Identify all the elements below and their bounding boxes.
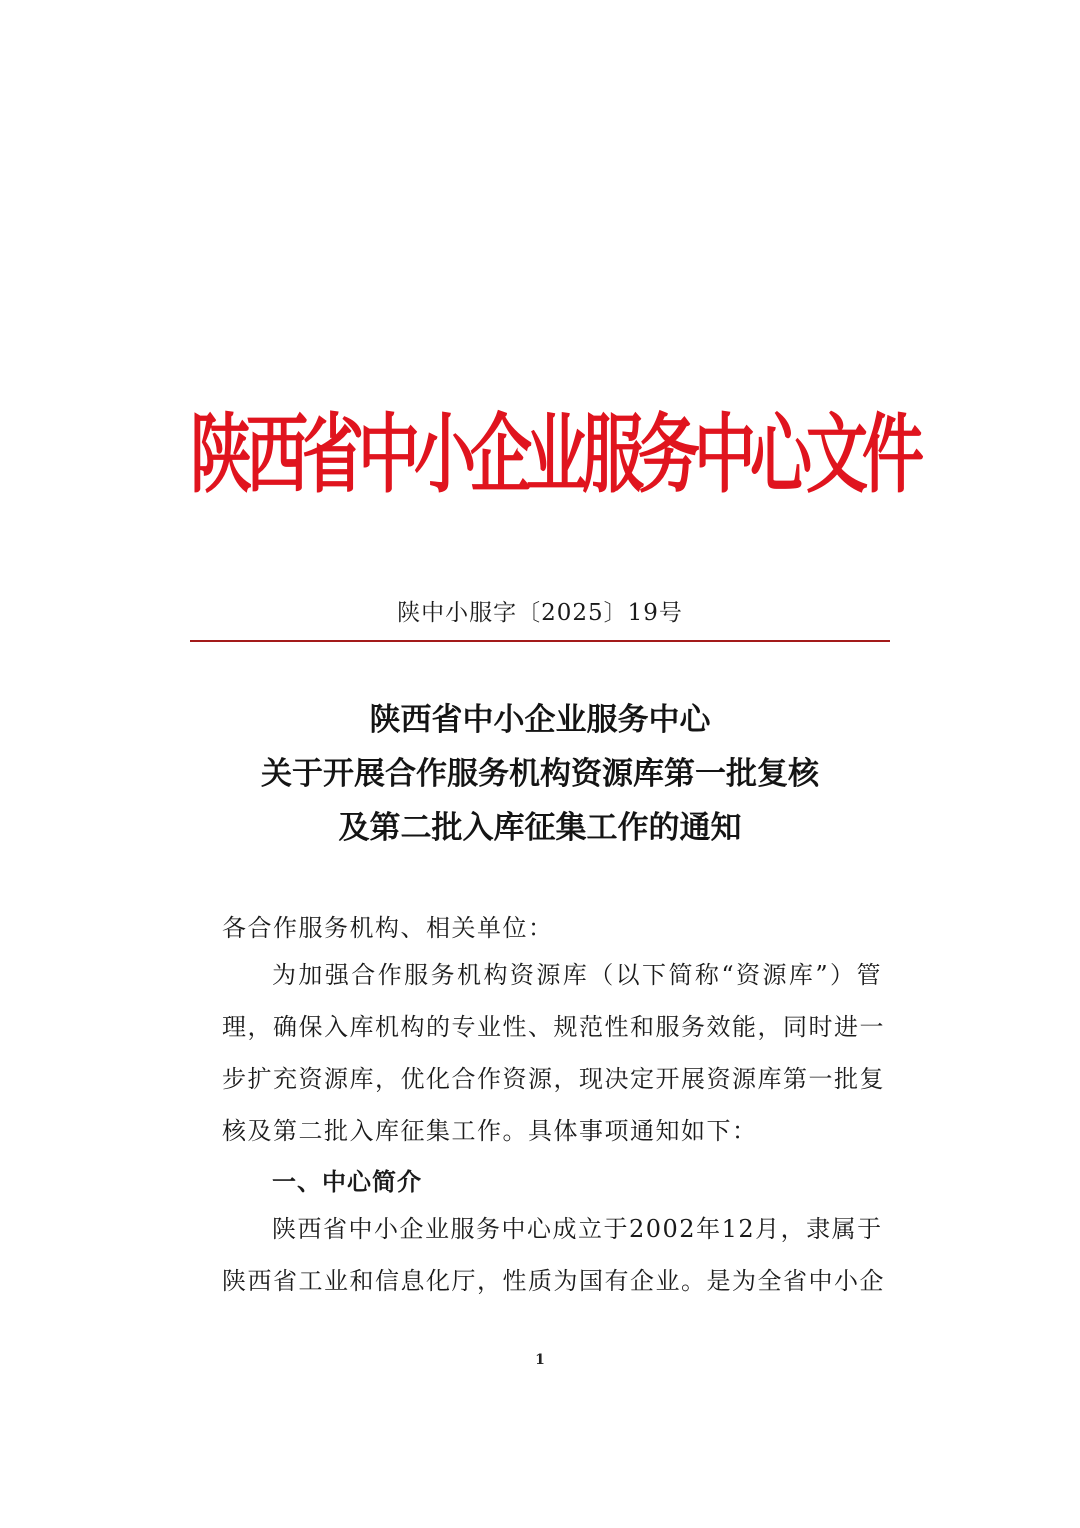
section-heading: 一、中心简介 xyxy=(272,1168,422,1196)
document-title xyxy=(190,693,890,855)
title-line: 关于开展合作服务机构资源库第一批复核 xyxy=(261,756,819,792)
paragraph-line: 为加强合作服务机构资源库（以下简称“资源库”）管 xyxy=(272,961,882,989)
issuer-header: 陕西省中小企业服务中心文件 xyxy=(190,403,919,505)
paragraph-line: 核及第二批入库征集工作。具体事项通知如下： xyxy=(222,1117,758,1145)
paragraph-line: 理，确保入库机构的专业性、规范性和服务效能，同时进一 xyxy=(222,1013,885,1041)
document-number: 陕中小服字〔2025〕19号 xyxy=(397,600,683,626)
page-number: 1 xyxy=(535,1352,545,1368)
paragraph-line: 步扩充资源库，优化合作资源，现决定开展资源库第一批复 xyxy=(222,1065,885,1093)
intro-paragraph xyxy=(222,949,885,1157)
salutation: 各合作服务机构、相关单位： xyxy=(222,914,554,942)
paragraph-line: 陕西省工业和信息化厅，性质为国有企业。是为全省中小企 xyxy=(222,1267,885,1295)
title-line: 陕西省中小企业服务中心 xyxy=(369,702,711,738)
title-line: 及第二批入库征集工作的通知 xyxy=(338,810,742,846)
red-divider xyxy=(190,640,890,642)
section-paragraph xyxy=(222,1203,885,1307)
paragraph-line: 陕西省中小企业服务中心成立于2002年12月，隶属于 xyxy=(272,1215,883,1243)
